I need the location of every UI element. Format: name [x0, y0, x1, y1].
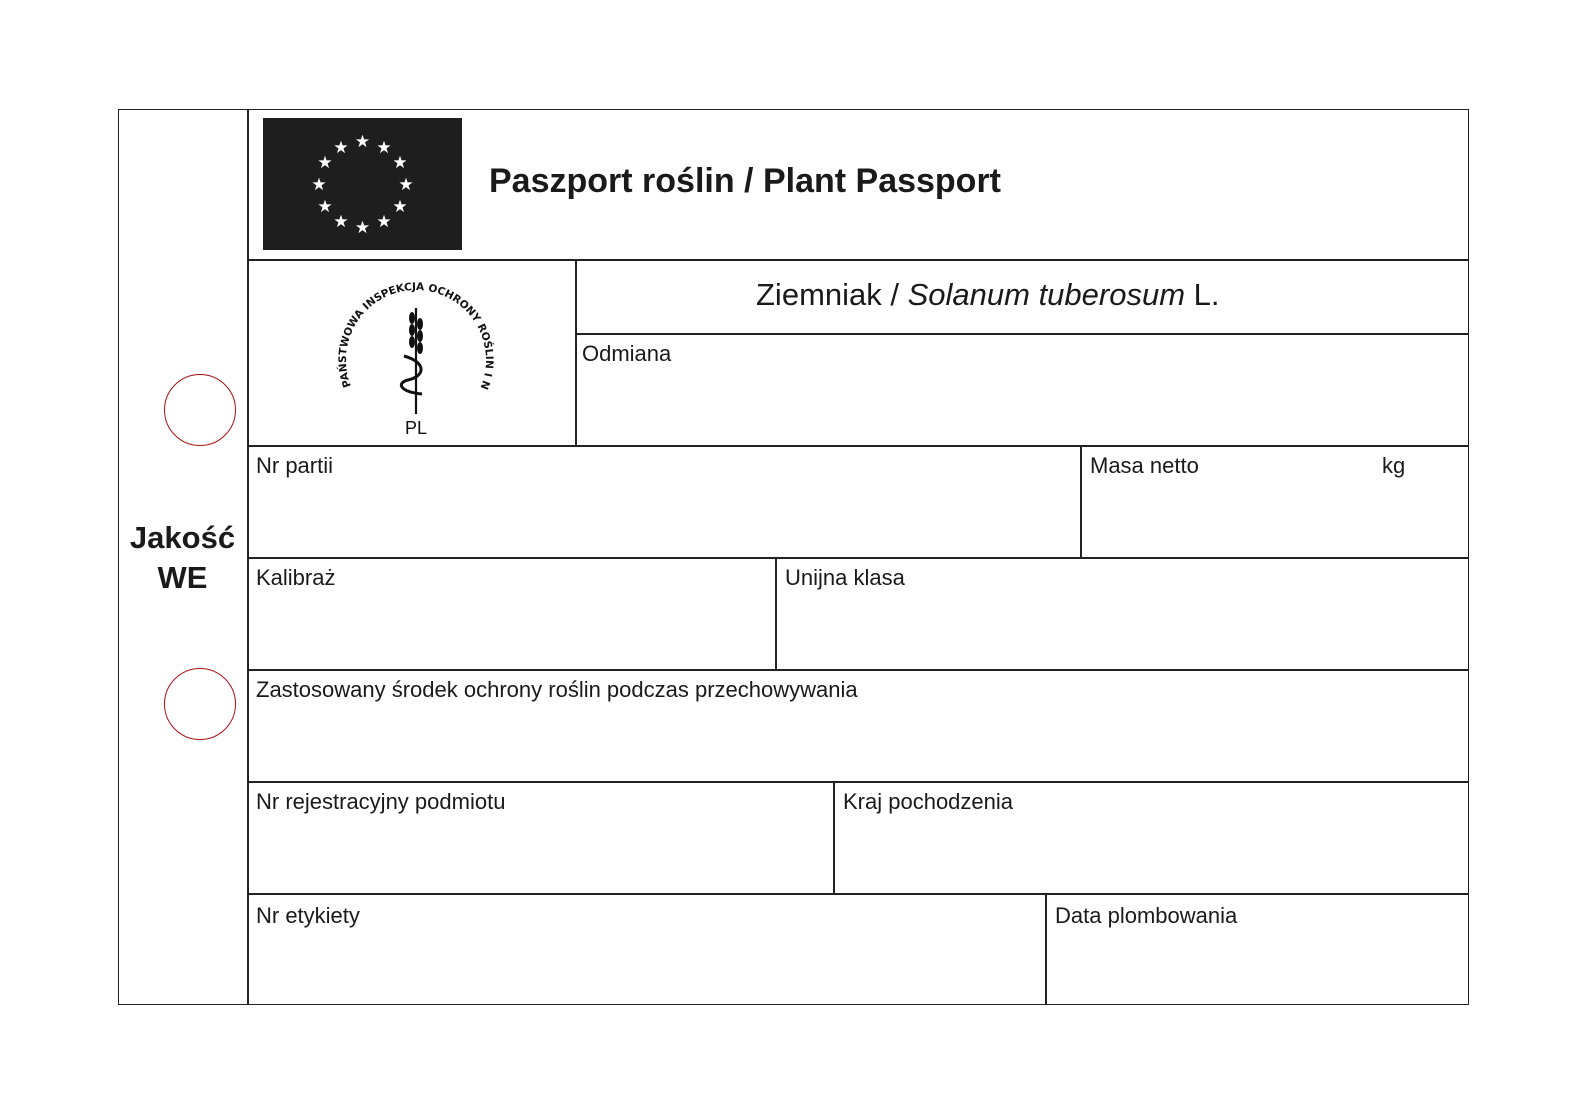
- punch-hole-bottom: [164, 668, 236, 740]
- divider-species: [576, 333, 1469, 335]
- species-common: Ziemniak /: [756, 277, 908, 312]
- divider-registration-row: [247, 893, 1469, 895]
- batch-number-label: Nr partii: [256, 453, 334, 478]
- svg-text:★: ★: [317, 153, 333, 173]
- species-name: [756, 277, 1220, 313]
- svg-text:★: ★: [392, 153, 408, 173]
- sealing-date-label: Data plombowania: [1055, 903, 1238, 928]
- divider-logo-row: [247, 445, 1469, 447]
- calibration-label: Kalibraż: [256, 565, 336, 590]
- svg-text:★: ★: [317, 197, 333, 217]
- label-number-label: Nr etykiety: [256, 903, 360, 928]
- divider-treatment-row: [247, 781, 1469, 783]
- divider-logo: [575, 259, 577, 445]
- quality-line-2: WE: [157, 560, 208, 596]
- storage-treatment-label: Zastosowany środek ochrony roślin podczas przechowywania: [256, 677, 858, 702]
- divider-class: [775, 557, 777, 669]
- svg-text:★: ★: [392, 197, 408, 217]
- divider-mass: [1080, 445, 1082, 557]
- svg-text:★: ★: [354, 132, 371, 152]
- eu-stars-circle: [263, 118, 462, 250]
- species-latin: Solanum tuberosum: [907, 277, 1186, 312]
- logo-country-code: PL: [404, 418, 428, 438]
- quality-line-1: Jakość: [129, 520, 236, 555]
- divider-header: [247, 259, 1469, 261]
- svg-text:★: ★: [333, 212, 349, 232]
- page-title: Paszport roślin / Plant Passport: [489, 162, 1002, 200]
- origin-country-label: Kraj pochodzenia: [843, 789, 1014, 814]
- eu-flag-icon: [263, 118, 462, 250]
- divider-date: [1045, 893, 1047, 1005]
- logo-ring-text: PAŃSTWOWA INSPEKCJA OCHRONY ROŚLIN I N: [336, 280, 496, 392]
- svg-text:★: ★: [398, 175, 414, 195]
- svg-text:★: ★: [311, 175, 327, 195]
- divider-origin: [833, 781, 835, 893]
- svg-text:★: ★: [354, 218, 371, 238]
- punch-hole-top: [164, 374, 236, 446]
- registration-number-label: Nr rejestracyjny podmiotu: [256, 789, 506, 814]
- svg-text:★: ★: [376, 138, 392, 158]
- svg-text:★: ★: [376, 212, 392, 232]
- variety-label: Odmiana: [582, 341, 672, 366]
- species-author: L.: [1185, 277, 1220, 312]
- eu-class-label: Unijna klasa: [785, 565, 905, 590]
- wheat-ear-icon: [401, 308, 423, 414]
- divider-class-row: [247, 669, 1469, 671]
- quality-mark: [118, 518, 247, 599]
- net-mass-label: Masa netto: [1090, 453, 1199, 478]
- inspection-logo: [326, 266, 506, 442]
- divider-batch-row: [247, 557, 1469, 559]
- net-mass-unit: kg: [1382, 453, 1406, 478]
- svg-text:★: ★: [333, 138, 349, 158]
